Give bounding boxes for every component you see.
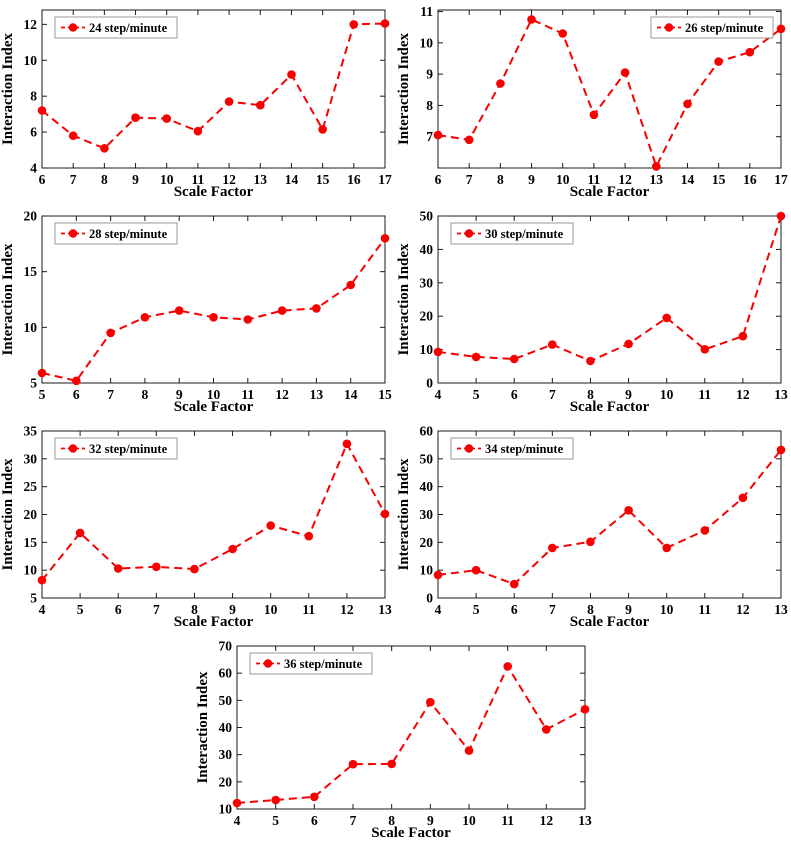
x-tick-label: 12 [340, 602, 354, 617]
x-tick-label: 15 [711, 172, 726, 187]
x-tick-label: 6 [72, 387, 80, 402]
x-tick-label: 7 [548, 602, 556, 617]
data-point [472, 566, 481, 575]
x-tick-label: 15 [378, 387, 392, 402]
x-tick-label: 4 [434, 387, 442, 402]
data-point [175, 306, 184, 315]
legend [651, 17, 773, 38]
x-tick-label: 16 [347, 172, 361, 187]
data-point [624, 340, 633, 349]
x-tick-label: 13 [253, 172, 268, 187]
y-tick-label: 5 [30, 375, 37, 391]
data-point [586, 357, 595, 366]
x-tick-label: 12 [736, 602, 750, 617]
y-tick-label: 10 [23, 562, 37, 578]
legend-marker-icon [665, 23, 673, 31]
data-point [278, 306, 287, 315]
x-tick-label: 8 [100, 172, 108, 187]
y-axis-label: Interaction Index [396, 32, 412, 146]
x-tick-label: 6 [510, 387, 518, 402]
legend-marker-icon [69, 444, 77, 452]
y-tick-label: 50 [419, 208, 433, 224]
x-tick-label: 4 [38, 602, 46, 617]
data-point [503, 662, 512, 671]
y-tick-label: 10 [23, 52, 37, 68]
data-point [381, 19, 390, 28]
y-tick-label: 20 [419, 308, 433, 324]
x-tick-label: 7 [548, 387, 556, 402]
y-tick-label: 35 [23, 423, 37, 439]
y-tick-label: 0 [426, 590, 433, 606]
legend-label: 36 step/minute [284, 657, 363, 671]
y-tick-label: 5 [30, 590, 37, 606]
y-axis-label: Interaction Index [0, 32, 16, 146]
y-tick-label: 10 [218, 801, 232, 817]
data-point [152, 563, 161, 572]
x-tick-label: 5 [38, 387, 46, 402]
y-tick-label: 50 [419, 451, 433, 467]
data-point [662, 544, 671, 553]
x-tick-label: 14 [680, 172, 695, 187]
x-tick-label: 11 [587, 172, 601, 187]
x-axis-label: Scale Factor [371, 825, 451, 841]
x-tick-label: 14 [343, 387, 358, 402]
data-point [510, 580, 519, 589]
y-tick-label: 30 [419, 507, 433, 522]
chart-svg [0, 0, 395, 200]
y-tick-label: 20 [23, 507, 37, 522]
x-tick-label: 13 [378, 602, 392, 617]
data-point [527, 15, 536, 24]
data-point [542, 725, 551, 734]
chart-svg [0, 415, 395, 630]
x-tick-label: 10 [659, 387, 674, 402]
data-point [662, 314, 671, 323]
data-point [558, 29, 567, 38]
legend-label: 26 step/minute [685, 21, 764, 35]
legend [250, 653, 372, 674]
x-tick-label: 12 [618, 172, 632, 187]
y-tick-label: 10 [419, 562, 433, 578]
x-tick-label: 5 [272, 813, 280, 828]
data-point [701, 345, 710, 354]
y-axis-label: Interaction Index [0, 458, 16, 571]
x-axis-label: Scale Factor [569, 614, 650, 630]
y-tick-label: 10 [23, 319, 37, 335]
data-point [271, 796, 280, 805]
x-tick-label: 8 [191, 602, 198, 617]
x-tick-label: 5 [76, 602, 84, 617]
x-tick-label: 7 [152, 602, 160, 617]
x-tick-label: 12 [275, 387, 289, 402]
legend [55, 17, 177, 38]
x-tick-label: 9 [229, 602, 236, 617]
legend-marker-icon [69, 229, 77, 237]
y-tick-label: 30 [218, 747, 232, 763]
x-tick-label: 13 [649, 172, 664, 187]
data-point [312, 304, 321, 313]
data-point [472, 353, 481, 362]
data-point [38, 576, 47, 585]
y-tick-label: 40 [419, 241, 433, 257]
data-point [233, 799, 242, 808]
x-tick-label: 11 [501, 813, 515, 828]
data-point [194, 127, 203, 136]
y-tick-label: 60 [218, 665, 232, 681]
x-tick-label: 7 [107, 387, 114, 402]
data-point [225, 97, 234, 106]
data-point [496, 79, 505, 88]
x-tick-label: 11 [302, 602, 316, 617]
y-axis-label: Interaction Index [195, 671, 211, 784]
x-tick-label: 17 [774, 172, 788, 187]
x-tick-label: 11 [191, 172, 205, 187]
legend-label: 30 step/minute [485, 227, 564, 241]
legend-label: 24 step/minute [89, 21, 168, 35]
data-point [387, 760, 396, 769]
x-axis-label: Scale Factor [569, 399, 650, 415]
x-tick-label: 16 [743, 172, 757, 187]
data-point [190, 565, 199, 574]
data-point [318, 125, 327, 134]
y-tick-label: 25 [23, 479, 37, 495]
data-point [510, 355, 519, 364]
x-tick-label: 8 [388, 813, 396, 828]
data-point [106, 329, 115, 338]
x-tick-label: 15 [315, 172, 330, 187]
y-axis-label: Interaction Index [396, 243, 412, 356]
chart-panel-36-step-minute [195, 630, 595, 841]
y-axis-label: Interaction Index [396, 458, 412, 571]
chart-panel-32-step-minute [0, 415, 395, 630]
x-tick-label: 9 [625, 602, 632, 617]
x-tick-label: 6 [38, 172, 46, 187]
x-tick-label: 13 [578, 813, 592, 828]
chart-svg [396, 0, 791, 200]
y-tick-label: 9 [426, 66, 433, 82]
data-point [434, 571, 443, 580]
x-tick-label: 10 [462, 813, 476, 828]
data-point [114, 564, 123, 573]
x-tick-label: 9 [175, 387, 183, 402]
legend [451, 438, 573, 459]
x-tick-label: 10 [659, 602, 674, 617]
x-tick-label: 8 [141, 387, 149, 402]
legend-label: 32 step/minute [89, 442, 168, 456]
y-tick-label: 70 [218, 638, 232, 654]
y-tick-label: 15 [23, 534, 37, 550]
data-point [590, 111, 599, 120]
x-tick-label: 11 [241, 387, 255, 402]
data-point [349, 760, 358, 769]
y-tick-label: 20 [218, 774, 232, 790]
data-point [76, 529, 85, 538]
y-axis-label: Interaction Index [0, 243, 16, 356]
y-tick-label: 6 [30, 124, 37, 140]
x-tick-label: 10 [263, 602, 278, 617]
legend-label: 28 step/minute [89, 227, 168, 241]
x-tick-label: 7 [69, 172, 77, 187]
data-point [434, 348, 443, 357]
data-point [621, 68, 630, 77]
x-tick-label: 12 [539, 813, 554, 828]
y-tick-label: 15 [23, 264, 37, 280]
data-point [131, 113, 140, 122]
data-point [777, 25, 786, 34]
data-point [465, 136, 474, 145]
chart-panel-24-step-minute [0, 0, 395, 200]
legend-marker-icon [69, 23, 77, 31]
x-tick-label: 9 [132, 172, 139, 187]
x-tick-label: 10 [555, 172, 570, 187]
chart-svg [195, 630, 595, 841]
data-point [714, 57, 723, 66]
chart-panel-30-step-minute [396, 200, 791, 415]
data-point [343, 440, 352, 449]
y-tick-label: 8 [426, 97, 433, 113]
x-tick-label: 6 [310, 813, 318, 828]
data-point [72, 377, 81, 386]
data-point [652, 162, 661, 171]
x-tick-label: 11 [698, 602, 712, 617]
x-tick-label: 5 [472, 387, 480, 402]
x-tick-label: 9 [625, 387, 632, 402]
x-tick-label: 14 [284, 172, 299, 187]
data-point [256, 101, 265, 110]
x-tick-label: 13 [774, 387, 788, 402]
x-tick-label: 8 [587, 602, 594, 617]
data-point [548, 340, 557, 349]
x-tick-label: 4 [233, 813, 241, 828]
x-tick-label: 17 [378, 172, 392, 187]
data-point [777, 212, 786, 221]
legend [451, 223, 573, 244]
chart-svg [396, 200, 791, 415]
y-tick-label: 12 [23, 16, 37, 32]
chart-panel-34-step-minute [396, 415, 791, 630]
x-tick-label: 13 [774, 602, 788, 617]
data-point [739, 494, 748, 503]
data-point [426, 698, 435, 707]
x-axis-label: Scale Factor [173, 399, 254, 415]
y-tick-label: 40 [419, 479, 433, 495]
y-tick-label: 0 [426, 375, 433, 391]
data-point [38, 106, 47, 115]
legend-marker-icon [465, 444, 473, 452]
x-tick-label: 6 [434, 172, 442, 187]
data-point [350, 20, 359, 29]
data-point [624, 506, 633, 515]
data-point [209, 313, 218, 322]
data-point [346, 281, 355, 290]
data-point [100, 144, 109, 153]
y-tick-label: 10 [419, 35, 433, 51]
data-point [162, 114, 171, 123]
data-point [701, 526, 710, 535]
x-tick-label: 13 [309, 387, 324, 402]
data-point [548, 544, 557, 553]
y-tick-label: 40 [218, 720, 232, 735]
chart-panel-28-step-minute [0, 200, 395, 415]
x-axis-label: Scale Factor [569, 184, 650, 200]
x-tick-label: 8 [587, 387, 594, 402]
legend-marker-icon [465, 229, 473, 237]
data-point [381, 510, 390, 519]
data-point [310, 793, 319, 802]
y-tick-label: 60 [419, 423, 433, 439]
data-point [586, 538, 595, 547]
chart-svg [396, 415, 791, 630]
y-tick-label: 11 [420, 4, 433, 20]
x-tick-label: 10 [206, 387, 221, 402]
x-tick-label: 7 [349, 813, 357, 828]
y-tick-label: 50 [218, 692, 232, 708]
chart-panel-26-step-minute [396, 0, 791, 200]
data-point [465, 746, 474, 755]
data-point [381, 234, 390, 243]
legend [55, 223, 177, 244]
data-point [69, 131, 78, 140]
x-tick-label: 10 [159, 172, 174, 187]
x-tick-label: 6 [114, 602, 122, 617]
data-point [434, 131, 443, 140]
x-tick-label: 8 [496, 172, 504, 187]
y-tick-label: 30 [23, 451, 37, 467]
data-point [777, 446, 786, 455]
y-tick-label: 8 [30, 88, 37, 104]
data-point [266, 521, 275, 530]
data-point [746, 48, 755, 57]
x-tick-label: 9 [426, 813, 434, 828]
data-point [228, 545, 237, 554]
x-axis-label: Scale Factor [173, 614, 254, 630]
x-tick-label: 9 [528, 172, 535, 187]
x-axis-label: Scale Factor [173, 184, 254, 200]
x-tick-label: 5 [472, 602, 480, 617]
y-tick-label: 4 [30, 160, 37, 176]
legend-marker-icon [264, 659, 272, 667]
y-tick-label: 10 [419, 342, 433, 358]
data-point [244, 315, 253, 324]
data-point [581, 705, 590, 714]
x-tick-label: 12 [736, 387, 750, 402]
x-tick-label: 7 [465, 172, 473, 187]
y-tick-label: 20 [23, 208, 37, 224]
data-point [141, 313, 150, 322]
legend [55, 438, 177, 459]
data-point [287, 70, 296, 79]
y-tick-label: 7 [426, 129, 433, 145]
y-tick-label: 20 [419, 534, 433, 550]
data-point [683, 100, 692, 109]
legend-label: 34 step/minute [485, 442, 564, 456]
x-tick-label: 4 [434, 602, 442, 617]
x-tick-label: 12 [222, 172, 236, 187]
x-tick-label: 11 [698, 387, 712, 402]
y-tick-label: 30 [419, 275, 433, 291]
x-tick-label: 6 [510, 602, 518, 617]
data-point [38, 369, 47, 378]
chart-svg [0, 200, 395, 415]
data-point [305, 532, 314, 541]
data-point [739, 332, 748, 341]
